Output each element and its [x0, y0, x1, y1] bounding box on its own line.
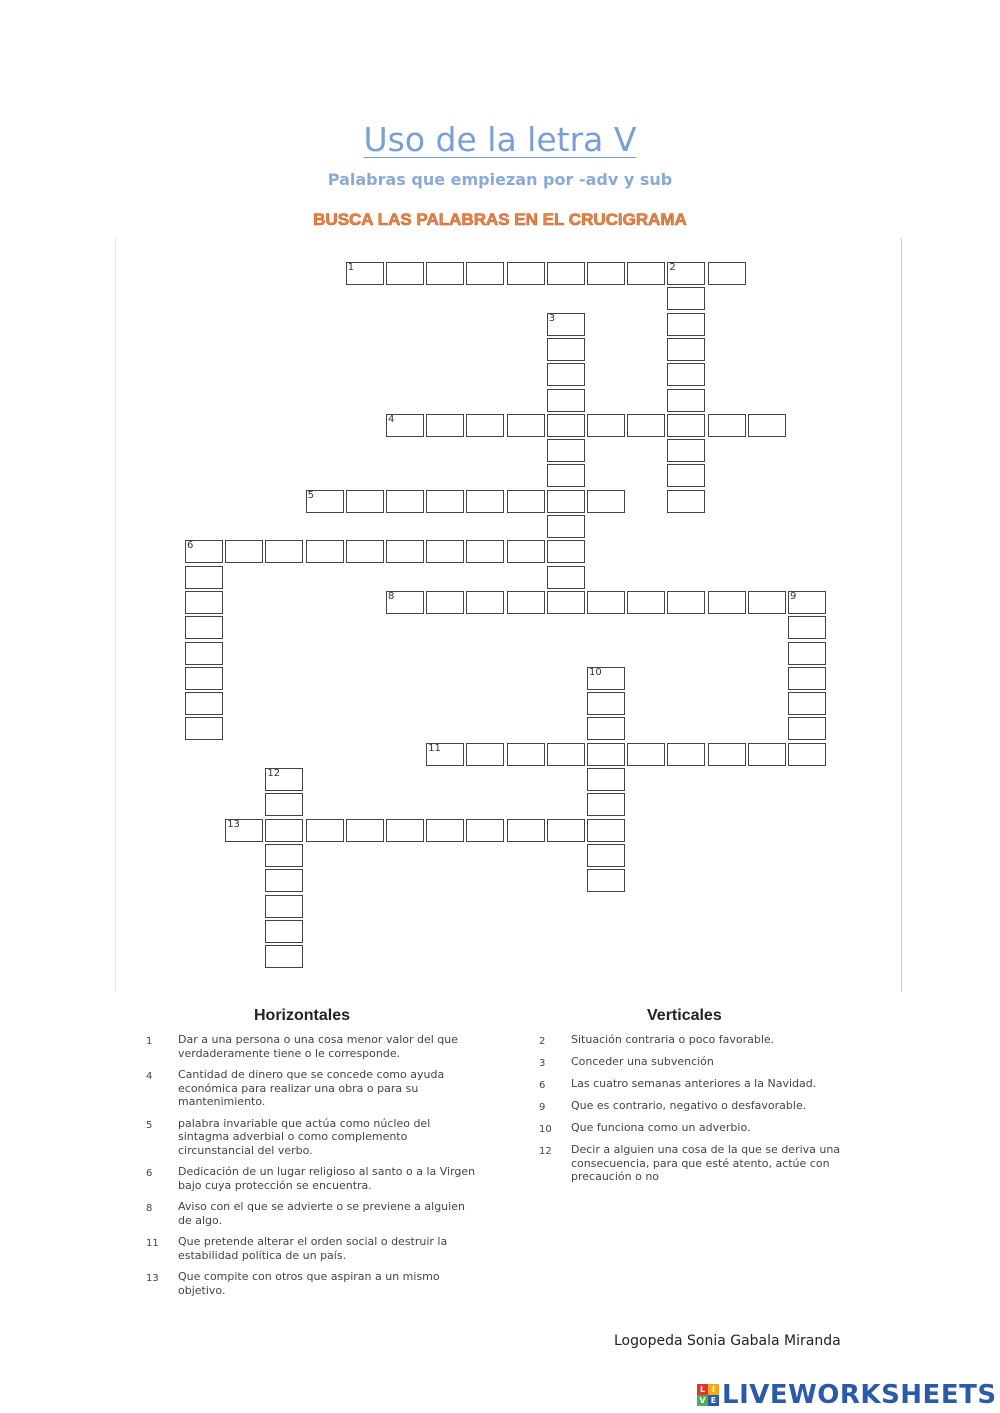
crossword-cell[interactable]	[627, 591, 665, 614]
crossword-cell[interactable]	[507, 262, 545, 285]
vertical-clue	[539, 1077, 869, 1091]
crossword-cell[interactable]	[667, 743, 705, 766]
crossword-cell[interactable]	[547, 819, 585, 842]
crossword-cell[interactable]	[426, 540, 464, 563]
crossword-cell[interactable]	[788, 692, 826, 715]
crossword-cell[interactable]	[185, 642, 223, 665]
crossword-cell[interactable]	[507, 591, 545, 614]
crossword-cell[interactable]	[547, 566, 585, 589]
crossword-cell[interactable]	[547, 515, 585, 538]
crossword-cell[interactable]	[708, 262, 746, 285]
horizontal-clue	[146, 1270, 476, 1297]
horizontal-clue	[146, 1235, 476, 1262]
cell-number-5: 5	[307, 489, 314, 501]
crossword-cell[interactable]	[788, 667, 826, 690]
clue-text: Que funciona como un adverbio.	[571, 1121, 751, 1134]
crossword-cell[interactable]	[265, 844, 303, 867]
crossword-cell[interactable]	[547, 439, 585, 462]
page-subtitle: Palabras que empiezan por -adv y sub	[327, 170, 673, 189]
liveworksheets-wordmark: LIVEWORKSHEETS	[722, 1380, 997, 1410]
crossword-cell[interactable]	[386, 262, 424, 285]
vertical-clue	[539, 1055, 869, 1069]
crossword-cell[interactable]	[466, 540, 504, 563]
crossword-cell[interactable]	[386, 490, 424, 513]
crossword-cell[interactable]	[466, 591, 504, 614]
crossword-cell[interactable]	[627, 414, 665, 437]
crossword-cell[interactable]	[426, 262, 464, 285]
crossword-cell[interactable]	[667, 591, 705, 614]
crossword-cell[interactable]	[507, 414, 545, 437]
crossword-cell[interactable]	[265, 920, 303, 943]
crossword-cell[interactable]	[265, 540, 303, 563]
crossword-cell[interactable]	[426, 414, 464, 437]
crossword-cell[interactable]	[667, 439, 705, 462]
clue-text: palabra invariable que actúa como núcleo del sintagma adverbial o como complemento circunstancial del verbo.	[178, 1116, 431, 1157]
crossword-cell[interactable]	[306, 819, 344, 842]
crossword-cell[interactable]	[627, 743, 665, 766]
clue-text: Que es contrario, negativo o desfavorable.	[571, 1099, 807, 1112]
clue-text: Cantidad de dinero que se concede como ayuda económica para realizar una obra o para su mantenimiento.	[178, 1068, 445, 1108]
crossword-cell[interactable]	[547, 389, 585, 412]
crossword-cell[interactable]	[466, 819, 504, 842]
clue-number: 13	[146, 1273, 159, 1284]
clue-text: Aviso con el que se advierte o se previene a alguien de algo.	[178, 1200, 465, 1227]
cell-number-10: 10	[589, 666, 602, 678]
crossword-cell[interactable]	[507, 743, 545, 766]
crossword-cell[interactable]	[426, 591, 464, 614]
horizontal-clue	[146, 1117, 476, 1158]
crossword-cell[interactable]	[346, 819, 384, 842]
clue-text: Situación contraria o poco favorable.	[571, 1033, 775, 1046]
vertical-clue	[539, 1143, 869, 1184]
clue-text: Decir a alguien una cosa de la que se deriva una consecuencia, para que esté atento, actúe con precaución o no	[571, 1143, 841, 1183]
crossword-cell[interactable]	[265, 819, 303, 842]
crossword-cell[interactable]	[265, 945, 303, 968]
cell-number-8: 8	[388, 590, 395, 602]
crossword-cell[interactable]	[708, 591, 746, 614]
crossword-cell[interactable]	[386, 540, 424, 563]
crossword-cell[interactable]	[346, 540, 384, 563]
clue-text: Dedicación de un lugar religioso al santo o a la Virgen bajo cuya protección se encuentra.	[178, 1165, 476, 1192]
crossword-cell[interactable]	[667, 464, 705, 487]
crossword-cell[interactable]	[547, 464, 585, 487]
clue-number: 4	[146, 1071, 153, 1082]
vertical-heading: Verticales	[647, 1007, 722, 1024]
clue-number: 9	[539, 1102, 546, 1113]
crossword-cell[interactable]	[708, 743, 746, 766]
crossword-cell[interactable]	[386, 819, 424, 842]
cell-number-11: 11	[428, 742, 441, 754]
crossword-cell[interactable]	[667, 287, 705, 310]
crossword-cell[interactable]	[667, 363, 705, 386]
horizontal-heading: Horizontales	[254, 1007, 351, 1024]
crossword-cell[interactable]	[587, 717, 625, 740]
crossword-cell[interactable]	[466, 743, 504, 766]
cell-number-1: 1	[347, 262, 355, 273]
crossword-cell[interactable]	[466, 414, 504, 437]
crossword-cell[interactable]	[185, 566, 223, 589]
crossword-cell[interactable]	[587, 819, 625, 842]
clue-number: 1	[146, 1036, 153, 1047]
liveworksheets-logo	[697, 1380, 997, 1410]
crossword-cell[interactable]	[547, 338, 585, 361]
clue-number: 3	[539, 1058, 546, 1069]
crossword-cell[interactable]	[748, 743, 786, 766]
crossword-cell[interactable]	[627, 262, 665, 285]
crossword-cell[interactable]	[185, 667, 223, 690]
crossword-cell[interactable]	[547, 490, 585, 513]
crossword-cell[interactable]	[788, 743, 826, 766]
horizontal-clue-list	[146, 1033, 476, 1305]
crossword-cell[interactable]	[587, 414, 625, 437]
crossword-cell[interactable]	[587, 262, 625, 285]
crossword-cell[interactable]	[788, 616, 826, 639]
cell-number-3: 3	[548, 312, 556, 324]
crossword-cell[interactable]	[748, 591, 786, 614]
crossword-cell[interactable]	[185, 692, 223, 715]
crossword-cell[interactable]	[667, 490, 705, 513]
cell-number-12: 12	[267, 768, 281, 779]
crossword-cell[interactable]	[225, 540, 263, 563]
clue-number: 10	[539, 1124, 552, 1135]
crossword-cell[interactable]	[587, 743, 625, 766]
crossword-cell[interactable]	[426, 490, 464, 513]
crossword-cell[interactable]	[265, 793, 303, 816]
crossword-cell[interactable]	[587, 869, 625, 892]
logo-mark-letter: E	[708, 1395, 719, 1406]
crossword-cell[interactable]	[547, 363, 585, 386]
cell-number-2: 2	[669, 262, 676, 273]
page-title: Uso de la letra V	[363, 120, 637, 159]
instruction-text: BUSCA LAS PALABRAS EN EL CRUCIGRAMA	[313, 210, 687, 229]
crossword-cell[interactable]	[667, 313, 705, 336]
clue-text: Las cuatro semanas anteriores a la Navidad.	[571, 1077, 817, 1090]
cell-number-4: 4	[388, 413, 395, 425]
crossword-cell[interactable]	[185, 591, 223, 614]
crossword-cell[interactable]	[547, 591, 585, 614]
clue-number: 11	[146, 1238, 159, 1249]
clue-text: Que compite con otros que aspiran a un mismo objetivo.	[178, 1270, 440, 1297]
crossword-cell[interactable]	[547, 540, 585, 563]
horizontal-clue	[146, 1068, 476, 1109]
crossword-cell[interactable]	[547, 743, 585, 766]
horizontal-clue	[146, 1200, 476, 1227]
crossword-cell[interactable]	[587, 591, 625, 614]
liveworksheets-mark-icon	[697, 1384, 719, 1406]
crossword-cell[interactable]	[587, 692, 625, 715]
author-credit: Logopeda Sonia Gabala Miranda	[614, 1333, 841, 1349]
crossword-cell[interactable]	[306, 540, 344, 563]
crossword-cell[interactable]	[587, 844, 625, 867]
crossword-cell[interactable]	[466, 490, 504, 513]
crossword-cell[interactable]	[667, 389, 705, 412]
vertical-clue-list	[539, 1033, 869, 1192]
crossword-cell[interactable]	[667, 414, 705, 437]
cell-number-13: 13	[227, 818, 240, 830]
crossword-cell[interactable]	[587, 768, 625, 791]
crossword-cell[interactable]	[547, 262, 585, 285]
clue-number: 2	[539, 1036, 546, 1047]
logo-mark-letter: I	[708, 1384, 719, 1395]
horizontal-clue	[146, 1165, 476, 1192]
crossword-cell[interactable]	[346, 490, 384, 513]
crossword-cell[interactable]	[748, 414, 786, 437]
crossword-cell[interactable]	[185, 616, 223, 639]
clue-number: 12	[539, 1146, 552, 1157]
clue-text: Conceder una subvención	[571, 1055, 714, 1068]
crossword-cell[interactable]	[587, 793, 625, 816]
crossword-cell[interactable]	[507, 819, 545, 842]
logo-mark-letter: V	[697, 1395, 708, 1406]
logo-mark-letter: L	[697, 1384, 708, 1395]
crossword-cell[interactable]	[466, 262, 504, 285]
vertical-clue	[539, 1033, 869, 1047]
crossword-cell[interactable]	[185, 717, 223, 740]
clue-number: 8	[146, 1203, 153, 1214]
crossword-cell[interactable]	[265, 869, 303, 892]
crossword-cell[interactable]	[507, 540, 545, 563]
crossword-cell[interactable]	[547, 414, 585, 437]
crossword-cell[interactable]	[265, 895, 303, 918]
vertical-clue	[539, 1121, 869, 1135]
cell-number-9: 9	[790, 590, 797, 602]
vertical-clue	[539, 1099, 869, 1113]
clue-text: Que pretende alterar el orden social o destruir la estabilidad política de un país.	[178, 1235, 448, 1262]
crossword-cell[interactable]	[667, 338, 705, 361]
crossword-cell[interactable]	[708, 414, 746, 437]
crossword-cell[interactable]	[426, 819, 464, 842]
clue-text: Dar a una persona o una cosa menor valor del que verdaderamente tiene o le corresponde.	[178, 1033, 459, 1060]
crossword-cell[interactable]	[507, 490, 545, 513]
crossword-cell[interactable]	[788, 642, 826, 665]
crossword-cell[interactable]	[587, 490, 625, 513]
clue-number: 6	[146, 1168, 153, 1179]
clue-number: 6	[539, 1080, 546, 1091]
cell-number-6: 6	[187, 540, 194, 552]
crossword-cell[interactable]	[788, 717, 826, 740]
clue-number: 5	[146, 1119, 153, 1131]
horizontal-clue	[146, 1033, 476, 1060]
